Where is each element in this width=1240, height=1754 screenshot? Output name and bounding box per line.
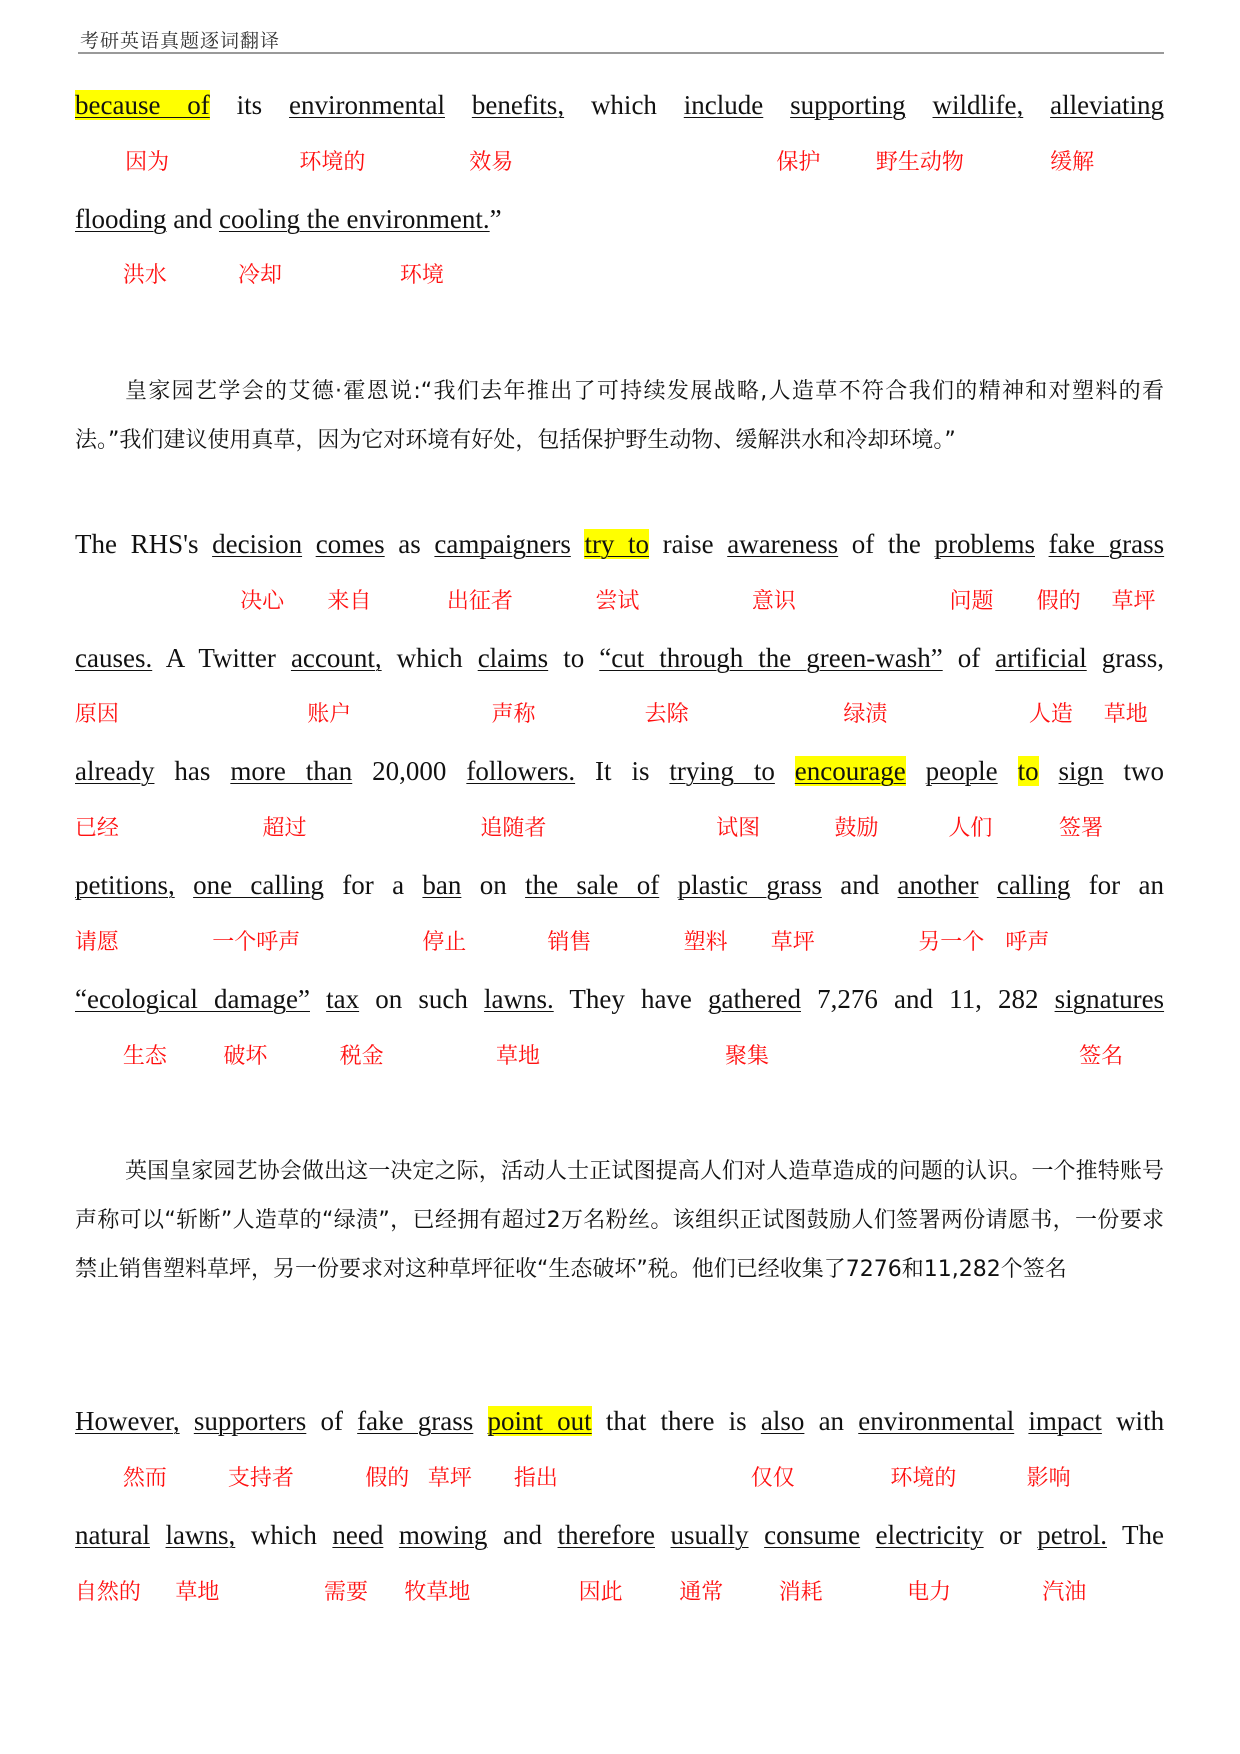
underlined-word: calling bbox=[996, 870, 1071, 901]
english-line bbox=[75, 1518, 1164, 1552]
underlined-word: fake grass bbox=[1048, 529, 1165, 560]
chinese-translation-paragraph: 英国皇家园艺协会做出这一决定之际，活动人士正试图提高人们对人造草造成的问题的认识。一个推特账号声称可以“斩断”人造草的“绿渍”，已经拥有超过2万名粉丝。该组织正试图鼓励人们签署两份请愿书，一份要求禁止销售塑料草坪，另一份要求对这种草坪征收“生态破坏”税。他们已经收集了7276和11,282个签名 bbox=[75, 1158, 1164, 1282]
chinese-gloss: 草地 bbox=[1103, 702, 1148, 728]
chinese-gloss: 来自 bbox=[327, 589, 372, 615]
chinese-gloss: 自然的 bbox=[74, 1580, 141, 1606]
word: and bbox=[173, 204, 213, 235]
english-line bbox=[75, 754, 1164, 788]
header-divider bbox=[78, 52, 1164, 54]
chinese-gloss: 问题 bbox=[949, 589, 994, 615]
chinese-gloss: 影响 bbox=[1026, 1466, 1071, 1492]
underlined-word: lawns. bbox=[483, 984, 554, 1015]
underlined-word: benefits, bbox=[471, 90, 565, 121]
word: for bbox=[1088, 870, 1121, 901]
chinese-gloss: 另一个 bbox=[918, 929, 985, 955]
chinese-gloss: 生态 bbox=[122, 1043, 167, 1069]
chinese-gloss: 环境的 bbox=[299, 150, 366, 176]
word: for bbox=[342, 870, 374, 901]
underlined-word: account, bbox=[290, 643, 382, 674]
underlined-word: more than bbox=[230, 756, 353, 787]
underlined-word: flooding bbox=[75, 204, 167, 235]
underlined-word: problems bbox=[934, 529, 1035, 560]
underlined-word: environmental bbox=[289, 90, 445, 121]
chinese-gloss: 去除 bbox=[644, 702, 689, 728]
word: They have bbox=[569, 984, 692, 1015]
underlined-word: comes bbox=[315, 529, 385, 560]
chinese-gloss: 消耗 bbox=[778, 1580, 823, 1606]
english-line bbox=[75, 868, 1164, 902]
underlined-word: ban bbox=[422, 870, 462, 901]
chinese-gloss: 草坪 bbox=[770, 929, 815, 955]
chinese-gloss: 需要 bbox=[323, 1580, 368, 1606]
chinese-gloss: 超过 bbox=[262, 816, 307, 842]
word: a bbox=[392, 870, 405, 901]
chinese-gloss: 签名 bbox=[1079, 1043, 1124, 1069]
underlined-word: lawns, bbox=[165, 1520, 236, 1551]
chinese-gloss: 保护 bbox=[776, 150, 821, 176]
underlined-word: campaigners bbox=[434, 529, 571, 560]
underlined-word: natural bbox=[75, 1520, 150, 1551]
underlined-word: wildlife, bbox=[932, 90, 1024, 121]
chinese-gloss: 环境 bbox=[399, 263, 444, 289]
chinese-gloss: 出征者 bbox=[446, 589, 513, 615]
underlined-word: causes. bbox=[75, 643, 153, 674]
chinese-gloss: 然而 bbox=[122, 1466, 167, 1492]
underlined-word: petrol. bbox=[1037, 1520, 1107, 1551]
underlined-word: signatures bbox=[1054, 984, 1165, 1015]
chinese-gloss: 缓解 bbox=[1050, 150, 1095, 176]
highlighted-phrase: to bbox=[1017, 756, 1039, 787]
underlined-word: cooling the environment. bbox=[218, 204, 490, 235]
word: which bbox=[396, 643, 463, 674]
underlined-word: impact bbox=[1028, 1406, 1102, 1437]
chinese-gloss: 决心 bbox=[240, 589, 285, 615]
word: of bbox=[957, 643, 981, 674]
chinese-gloss: 通常 bbox=[679, 1580, 724, 1606]
word: with bbox=[1116, 1406, 1165, 1437]
chinese-gloss: 因为 bbox=[125, 150, 170, 176]
chinese-gloss: 破坏 bbox=[223, 1043, 268, 1069]
english-line bbox=[75, 202, 1164, 236]
underlined-word: need bbox=[332, 1520, 384, 1551]
chinese-gloss: 尝试 bbox=[595, 589, 640, 615]
chinese-gloss: 草坪 bbox=[427, 1466, 472, 1492]
word: 20,000 bbox=[372, 756, 447, 787]
underlined-word: awareness bbox=[727, 529, 839, 560]
underlined-word: “cut through the green-wash” bbox=[599, 643, 943, 674]
highlighted-phrase: point out bbox=[487, 1406, 592, 1437]
underlined-word: supporting bbox=[790, 90, 906, 121]
english-line bbox=[75, 982, 1164, 1016]
chinese-gloss: 请愿 bbox=[74, 929, 119, 955]
word: and bbox=[840, 870, 880, 901]
word: of the bbox=[851, 529, 921, 560]
underlined-word: already bbox=[75, 756, 155, 787]
chinese-gloss: 支持者 bbox=[227, 1466, 294, 1492]
chinese-gloss: 人们 bbox=[948, 816, 993, 842]
underlined-word: gathered bbox=[708, 984, 801, 1015]
underlined-word: supporters bbox=[193, 1406, 307, 1437]
underlined-word: tax bbox=[326, 984, 360, 1015]
word: as bbox=[398, 529, 421, 560]
chinese-gloss: 账户 bbox=[307, 702, 352, 728]
word: 7,276 and 11, 282 bbox=[817, 984, 1039, 1015]
word: has bbox=[174, 756, 211, 787]
chinese-gloss: 仅仅 bbox=[750, 1466, 795, 1492]
english-line bbox=[75, 641, 1164, 675]
word: an bbox=[1138, 870, 1164, 901]
chinese-gloss: 指出 bbox=[513, 1466, 558, 1492]
underlined-word: followers. bbox=[466, 756, 576, 787]
word: The RHS's bbox=[75, 529, 199, 560]
chinese-gloss: 电力 bbox=[907, 1580, 952, 1606]
chinese-gloss: 效易 bbox=[469, 150, 514, 176]
underlined-word: “ecological damage” bbox=[75, 984, 310, 1015]
chinese-gloss: 已经 bbox=[74, 816, 119, 842]
word: on bbox=[479, 870, 507, 901]
underlined-word: the sale of bbox=[525, 870, 660, 901]
word: to bbox=[563, 643, 585, 674]
word: It bbox=[595, 756, 612, 787]
word: that there is bbox=[605, 1406, 747, 1437]
chinese-gloss: 原因 bbox=[74, 702, 119, 728]
chinese-gloss: 草地 bbox=[496, 1043, 541, 1069]
word: on such bbox=[375, 984, 468, 1015]
word: The bbox=[1122, 1520, 1165, 1551]
word: or bbox=[999, 1520, 1022, 1551]
chinese-gloss: 税金 bbox=[339, 1043, 384, 1069]
underlined-word: artificial bbox=[995, 643, 1087, 674]
underlined-word: sign bbox=[1058, 756, 1104, 787]
chinese-gloss: 因此 bbox=[578, 1580, 623, 1606]
underlined-word: petitions, bbox=[75, 870, 175, 901]
word: grass, bbox=[1101, 643, 1165, 674]
highlighted-phrase: because of bbox=[75, 90, 210, 121]
underlined-word: people bbox=[925, 756, 998, 787]
underlined-word: fake grass bbox=[357, 1406, 474, 1437]
chinese-gloss: 销售 bbox=[547, 929, 592, 955]
chinese-gloss: 停止 bbox=[422, 929, 467, 955]
chinese-gloss: 绿渍 bbox=[843, 702, 888, 728]
highlighted-phrase: encourage bbox=[794, 756, 906, 787]
underlined-word: consume bbox=[764, 1520, 861, 1551]
underlined-word: mowing bbox=[398, 1520, 488, 1551]
chinese-gloss: 牧草地 bbox=[404, 1580, 471, 1606]
chinese-gloss: 环境的 bbox=[890, 1466, 957, 1492]
word: which bbox=[590, 90, 657, 121]
underlined-word: usually bbox=[670, 1520, 749, 1551]
underlined-word: plastic grass bbox=[677, 870, 822, 901]
chinese-gloss: 草坪 bbox=[1111, 589, 1156, 615]
chinese-gloss: 假的 bbox=[1036, 589, 1081, 615]
underlined-word: include bbox=[683, 90, 764, 121]
underlined-word: environmental bbox=[858, 1406, 1015, 1437]
underlined-word: decision bbox=[212, 529, 303, 560]
word: is bbox=[631, 756, 650, 787]
chinese-gloss: 野生动物 bbox=[875, 150, 964, 176]
chinese-gloss: 追随者 bbox=[480, 816, 547, 842]
word: which bbox=[250, 1520, 317, 1551]
underlined-word: However, bbox=[75, 1406, 180, 1437]
chinese-gloss: 鼓励 bbox=[834, 816, 879, 842]
underlined-word: electricity bbox=[875, 1520, 984, 1551]
underlined-word: claims bbox=[477, 643, 549, 674]
word: its bbox=[236, 90, 263, 121]
underlined-word: therefore bbox=[557, 1520, 655, 1551]
chinese-gloss: 聚集 bbox=[725, 1043, 770, 1069]
chinese-gloss: 人造 bbox=[1028, 702, 1073, 728]
english-line bbox=[75, 527, 1164, 561]
word: raise bbox=[662, 529, 714, 560]
chinese-gloss: 冷却 bbox=[237, 263, 282, 289]
chinese-gloss: 呼声 bbox=[1005, 929, 1050, 955]
underlined-word: also bbox=[760, 1406, 805, 1437]
word: and bbox=[503, 1520, 542, 1551]
word: an bbox=[818, 1406, 845, 1437]
chinese-gloss: 假的 bbox=[365, 1466, 410, 1492]
english-line bbox=[75, 1404, 1164, 1438]
underlined-word: one calling bbox=[193, 870, 324, 901]
chinese-gloss: 声称 bbox=[491, 702, 536, 728]
chinese-gloss: 汽油 bbox=[1042, 1580, 1087, 1606]
english-line bbox=[75, 88, 1164, 122]
chinese-gloss: 一个呼声 bbox=[212, 929, 301, 955]
word: two bbox=[1123, 756, 1164, 787]
word: of bbox=[320, 1406, 343, 1437]
chinese-gloss: 试图 bbox=[716, 816, 761, 842]
page-header-title: 考研英语真题逐词翻译 bbox=[80, 30, 281, 52]
underlined-word: trying to bbox=[669, 756, 775, 787]
highlighted-phrase: try to bbox=[584, 529, 650, 560]
chinese-gloss: 塑料 bbox=[683, 929, 728, 955]
underlined-word: another bbox=[897, 870, 979, 901]
chinese-gloss: 签署 bbox=[1059, 816, 1104, 842]
chinese-gloss: 草地 bbox=[175, 1580, 220, 1606]
chinese-translation-paragraph: 皇家园艺学会的艾德·霍恩说:“我们去年推出了可持续发展战略,人造草不符合我们的精神和对塑料的看法。”我们建议使用真草，因为它对环境有好处，包括保护野生动物、缓解洪水和冷却环境。” bbox=[75, 378, 1164, 453]
chinese-gloss: 洪水 bbox=[122, 263, 167, 289]
word: ” bbox=[489, 204, 502, 235]
underlined-word: alleviating bbox=[1050, 90, 1165, 121]
chinese-gloss: 意识 bbox=[751, 589, 796, 615]
word: A Twitter bbox=[165, 643, 276, 674]
